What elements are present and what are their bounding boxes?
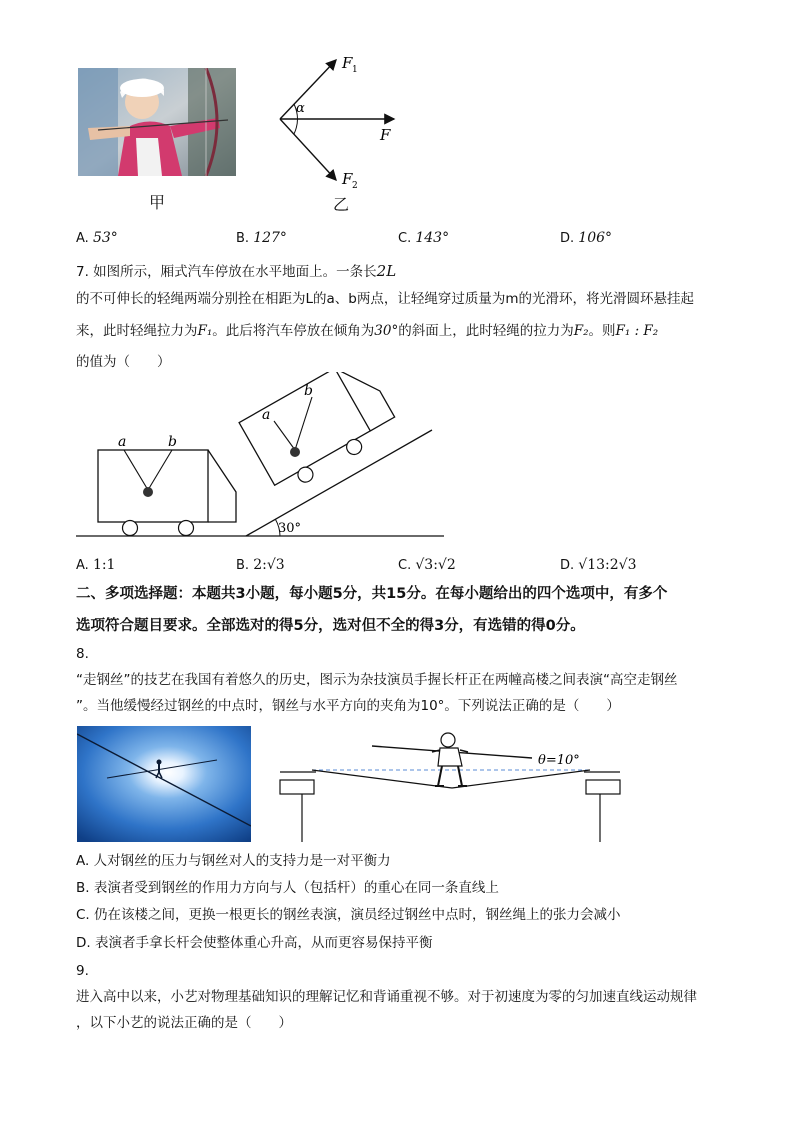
section2-line2: 选项符合题目要求。全部选对的得5分，选对但不全的得3分，有选错的得0分。 <box>76 618 585 634</box>
tilt-label-b: b <box>304 383 313 399</box>
section2-line1: 二、多项选择题：本题共3小题，每小题5分，共15分。在每小题给出的四个选项中，有多个 <box>76 586 668 602</box>
q7-line3: 来，此时轻绳拉力为F₁。此后将汽车停放在倾角为30°的斜面上，此时轻绳的拉力为F₂。则F₁ : F₂ <box>76 323 659 339</box>
q8-option-c[interactable]: C. 仍在该楼之间，更换一根更长的钢丝表演，演员经过钢丝中点时，钢丝绳上的张力会减小 <box>76 907 621 923</box>
truck-diagram <box>70 372 450 542</box>
q7-line1: 7. 如图所示，厢式汽车停放在水平地面上。一条长2L <box>76 262 397 280</box>
q6-option-a[interactable]: A. 53° <box>76 230 118 246</box>
label-F2: F <box>342 170 353 188</box>
theta-label: θ=10° <box>538 753 580 768</box>
tightrope-diagram <box>272 722 628 846</box>
tilt-label-a: a <box>262 407 271 423</box>
q8-option-b[interactable]: B. 表演者受到钢丝的作用力方向与人（包括杆）的重心在同一条直线上 <box>76 880 499 896</box>
q8-option-a[interactable]: A. 人对钢丝的压力与钢丝对人的支持力是一对平衡力 <box>76 853 391 869</box>
q7-option-a[interactable]: A. 1:1 <box>76 557 116 573</box>
archer-photo <box>78 68 236 176</box>
q7-line2: 的不可伸长的轻绳两端分别拴在相距为L的a、b两点，让轻绳穿过质量为m的光滑环，将光滑圆环悬挂起 <box>76 291 695 307</box>
q8-line1: “走钢丝”的技艺在我国有着悠久的历史，图示为杂技演员手握长杆正在两幢高楼之间表演“高空走钢丝 <box>76 672 678 688</box>
label-F1-sub: 1 <box>352 65 358 75</box>
fig-caption-left: 甲 <box>149 193 166 212</box>
slope-angle-label: 30° <box>278 521 302 536</box>
q7-option-b[interactable]: B. 2:√3 <box>236 557 285 573</box>
flat-label-b: b <box>168 434 177 450</box>
q6-option-d[interactable]: D. 106° <box>560 230 613 246</box>
q9-line1: 进入高中以来，小艺对物理基础知识的理解记忆和背诵重视不够。对于初速度为零的匀加速直线运动规律 <box>76 989 697 1005</box>
q8-line2: ”。当他缓慢经过钢丝的中点时，钢丝与水平方向的夹角为10°。下列说法正确的是（ ） <box>76 698 620 714</box>
flat-label-a: a <box>118 434 127 450</box>
fig-caption-right: 乙 <box>333 195 350 214</box>
q6-option-c[interactable]: C. 143° <box>398 230 450 246</box>
q9-number: 9. <box>76 963 89 979</box>
force-vector-diagram <box>270 48 410 198</box>
tightrope-photo <box>77 726 251 842</box>
label-F: F <box>380 126 391 144</box>
label-F1: F <box>342 54 353 72</box>
q9-line2: ，以下小艺的说法正确的是（ ） <box>76 1015 292 1031</box>
label-F2-sub: 2 <box>352 181 358 191</box>
label-alpha: α <box>296 101 305 116</box>
q8-option-d[interactable]: D. 表演者手拿长杆会使整体重心升高，从而更容易保持平衡 <box>76 935 433 951</box>
q7-line4: 的值为（ ） <box>76 354 171 370</box>
q7-option-d[interactable]: D. √13:2√3 <box>560 557 637 573</box>
q7-option-c[interactable]: C. √3:√2 <box>398 557 456 573</box>
q8-number: 8. <box>76 646 89 662</box>
q6-option-b[interactable]: B. 127° <box>236 230 287 246</box>
